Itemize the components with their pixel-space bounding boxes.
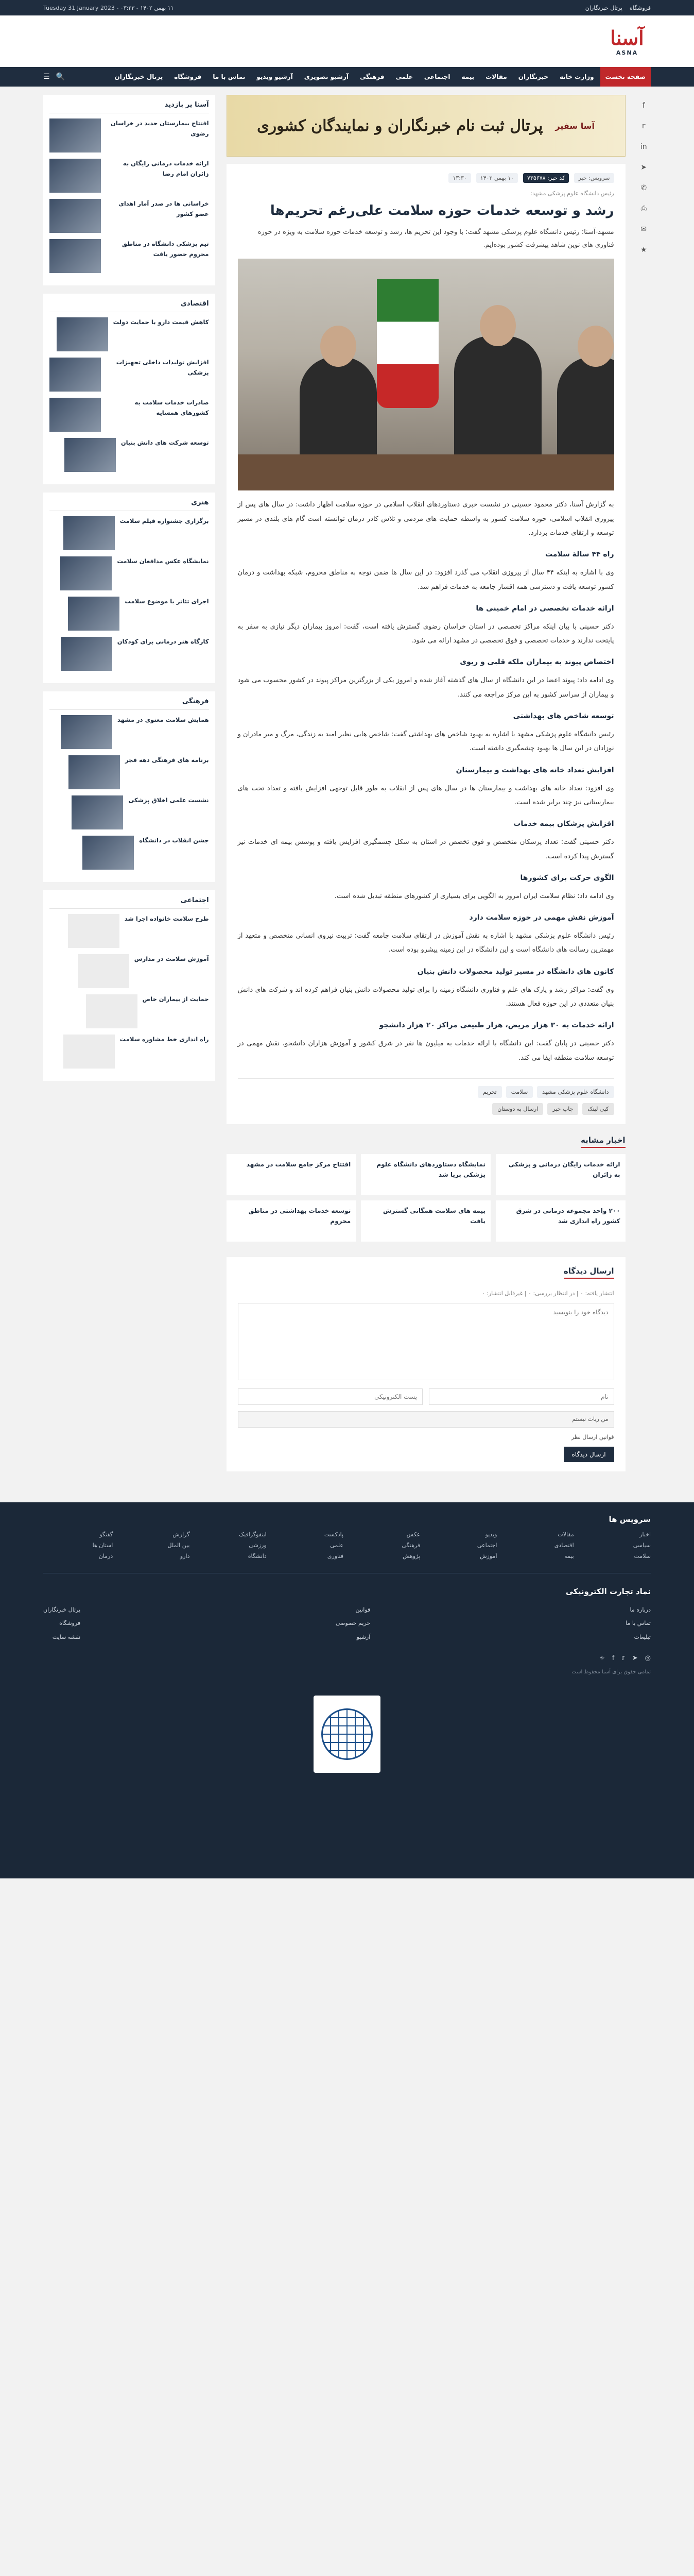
sidebar-block bbox=[43, 95, 215, 285]
section-heading: آموزش نقش مهمی در حوزه سلامت دارد bbox=[469, 913, 614, 922]
related-item[interactable]: ارائه خدمات رایگان درمانی و پزشکی به زائران bbox=[496, 1154, 626, 1195]
sidebar-news-title: طرح سلامت خانواده اجرا شد bbox=[124, 915, 209, 922]
sidebar-news-item[interactable] bbox=[49, 317, 209, 351]
site-header bbox=[0, 15, 694, 67]
article-meta bbox=[238, 173, 614, 183]
footer-service-link[interactable]: اقتصادی bbox=[554, 1541, 574, 1549]
desk bbox=[238, 454, 614, 490]
comment-form bbox=[227, 1257, 626, 1471]
section-heading: ارائه خدمات به ۳۰ هزار مریض، هزار طبیعی مراکز ۲۰ هزار دانشجو bbox=[379, 1021, 614, 1030]
section-heading: توسعه شاخص های بهداشتی bbox=[513, 712, 614, 721]
sidebar-news-item[interactable] bbox=[49, 994, 209, 1028]
article-action-button[interactable]: چاپ خبر bbox=[547, 1103, 578, 1115]
print-icon[interactable]: ⎙ bbox=[640, 205, 647, 213]
sidebar-news-title: تیم پزشکی دانشگاه در مناطق محروم حضور یافت bbox=[122, 240, 209, 258]
sidebar-news-item[interactable] bbox=[49, 239, 209, 273]
menu-icon[interactable]: ☰ bbox=[43, 73, 50, 81]
facebook-footer-icon[interactable]: f bbox=[612, 1654, 615, 1663]
article-title: رشد و توسعه خدمات حوزه سلامت علی‌رغم تحریم‌ها bbox=[270, 203, 614, 218]
sidebar-news-item[interactable] bbox=[49, 1035, 209, 1069]
facebook-icon[interactable]: f bbox=[642, 101, 645, 110]
sidebar-news-item[interactable] bbox=[49, 358, 209, 392]
section-paragraph: وی با اشاره به اینکه ۴۴ سال از پیروزی انقلاب می گذرد افزود: در این سال ها ضمن توجه به مناطق محروم، شبکه بهداشت و درمان کشور توسعه یافت و دسترسی همه اقشار جامعه به خدمات فراهم شد. bbox=[237, 569, 614, 591]
nav-tools bbox=[43, 73, 65, 81]
nav-item[interactable]: آرشیو تصویری bbox=[304, 73, 349, 80]
nav-list bbox=[109, 67, 651, 87]
sidebar-news-item[interactable] bbox=[49, 159, 209, 193]
sidebar-news-item[interactable] bbox=[49, 398, 209, 432]
person-right-head bbox=[578, 326, 614, 367]
related-grid bbox=[227, 1154, 626, 1242]
article-surtitle: رئیس دانشگاه علوم پزشکی مشهد: bbox=[530, 190, 614, 197]
footer-columns bbox=[43, 1603, 651, 1644]
sidebar-news-thumb bbox=[68, 755, 120, 789]
logo-latin: ASNA bbox=[616, 49, 638, 56]
footer-social bbox=[43, 1654, 651, 1662]
article-action-button[interactable]: ارسال به دوستان bbox=[492, 1103, 543, 1115]
article-body bbox=[238, 498, 614, 1065]
person-left-head bbox=[320, 326, 356, 367]
sidebar-news-item[interactable] bbox=[49, 556, 209, 590]
sidebar-news-thumb bbox=[49, 118, 101, 152]
telegram-footer-icon[interactable]: ➤ bbox=[632, 1654, 638, 1663]
sidebar-news-item[interactable] bbox=[49, 516, 209, 550]
sidebar-news-title: حمایت از بیماران خاص bbox=[142, 995, 209, 1003]
related-item[interactable]: نمایشگاه دستاوردهای دانشگاه علوم پزشکی برپا شد bbox=[361, 1154, 491, 1195]
footer-link[interactable]: آرشیو bbox=[356, 1633, 371, 1640]
instagram-icon[interactable]: ◎ bbox=[645, 1654, 651, 1663]
nav-item[interactable]: فرهنگی bbox=[359, 73, 385, 80]
nav-item[interactable]: تماس با ما bbox=[213, 73, 246, 80]
sidebar-news-thumb bbox=[61, 715, 112, 749]
top-link[interactable]: فروشگاه bbox=[629, 4, 651, 11]
sidebar-block bbox=[43, 493, 215, 683]
submit-comment-button[interactable]: ارسال دیدگاه bbox=[564, 1447, 614, 1462]
sidebar-block-title: اقتصادی bbox=[49, 300, 209, 312]
footer-services-title: سرویس ها bbox=[609, 1514, 651, 1524]
section-paragraph: دکتر حسینی با بیان اینکه مراکز تخصصی در استان خراسان رضوی گسترش یافته است، گفت: امروز بیماران دیگر نیازی به سفر به پایتخت ندارند و خدمات تخصصی و فوق تخصصی در مشهد ارائه می شود. bbox=[237, 622, 614, 645]
captcha-label: من ربات نیستم bbox=[572, 1416, 609, 1423]
nav-item[interactable]: اجتماعی bbox=[424, 73, 450, 80]
sidebar-block-title: آسنا پر بازدید bbox=[49, 101, 209, 113]
article-photo bbox=[238, 259, 614, 490]
footer-service-link[interactable]: بین الملل bbox=[167, 1541, 190, 1549]
article bbox=[227, 164, 626, 1124]
tags-row bbox=[238, 1078, 614, 1098]
twitter-icon[interactable]: 𝕣 bbox=[641, 122, 646, 130]
rss-icon[interactable]: ∻ bbox=[599, 1654, 605, 1663]
nav-item[interactable]: پرتال خبرنگاران bbox=[114, 73, 163, 80]
sidebar-news-item[interactable] bbox=[49, 637, 209, 671]
sidebar-block-title: اجتماعی bbox=[49, 896, 209, 909]
sidebar-news-item[interactable] bbox=[49, 914, 209, 948]
sidebar-news-item[interactable] bbox=[49, 118, 209, 152]
related-item[interactable]: بیمه های سلامت همگانی گسترش یافت bbox=[361, 1200, 491, 1242]
email-input[interactable] bbox=[238, 1388, 423, 1405]
footer-service-link[interactable]: علمی bbox=[330, 1541, 343, 1549]
article-actions bbox=[238, 1103, 614, 1115]
related-item[interactable]: افتتاح مرکز جامع سلامت در مشهد bbox=[227, 1154, 356, 1195]
share-bar bbox=[637, 95, 651, 1471]
nav-item[interactable]: آرشیو ویدیو bbox=[256, 73, 293, 80]
news-id: کد خبر: ۷۳۵۶۷۸ bbox=[523, 173, 569, 183]
section-heading: راه ۴۴ سالهٔ سلامت bbox=[545, 550, 614, 559]
sidebar-news-title: نمایشگاه عکس مدافعان سلامت bbox=[117, 557, 209, 565]
top-date: ۱۱ بهمن ۱۴۰۲ - ۰۳:۲۳ - Tuesday 31 January 2023 bbox=[43, 4, 174, 11]
sidebar-news-title: همایش سلامت معنوی در مشهد bbox=[117, 716, 209, 723]
nav-item[interactable]: علمی bbox=[395, 73, 413, 80]
footer-service-link[interactable]: درمان bbox=[98, 1552, 113, 1560]
footer-column bbox=[43, 1603, 80, 1644]
footer-service-link[interactable]: دارو bbox=[180, 1552, 190, 1560]
related-news bbox=[227, 1136, 626, 1242]
banner-sub: آسا سفیر bbox=[555, 121, 595, 131]
top-links bbox=[585, 5, 651, 11]
section-paragraph: وی گفت: مراکز رشد و پارک های علم و فناوری دانشگاه زمینه را برای تولید محصولات دانش بنیان فراهم کرده اند و شرکت های دانش بنیان متعددی در این حوزه فعال هستند. bbox=[237, 986, 614, 1008]
footer-service-link[interactable]: ورزشی bbox=[249, 1541, 267, 1549]
sidebar-news-item[interactable] bbox=[49, 954, 209, 988]
sidebar-news-title: افتتاح بیمارستان جدید در خراسان رضوی bbox=[111, 120, 209, 137]
sidebar-news-thumb bbox=[68, 597, 119, 631]
sidebar-news-title: اجرای تئاتر با موضوع سلامت bbox=[125, 598, 209, 605]
sidebar-news-thumb bbox=[49, 358, 101, 392]
sidebar-news-thumb bbox=[49, 239, 101, 273]
footer-service-link[interactable]: آموزش bbox=[480, 1552, 497, 1560]
sidebar-news-thumb bbox=[63, 516, 115, 550]
sidebar-news-title: افزایش تولیدات داخلی تجهیزات پزشکی bbox=[116, 359, 209, 376]
article-action-button[interactable]: کپی لینک bbox=[582, 1103, 614, 1115]
main-nav bbox=[0, 67, 694, 87]
person-center-head bbox=[480, 305, 516, 346]
captcha-box[interactable] bbox=[238, 1411, 614, 1428]
sidebar-news-title: راه اندازی خط مشاوره سلامت bbox=[119, 1036, 209, 1043]
nav-item[interactable]: بیمه bbox=[461, 73, 475, 80]
sidebar-block-title: فرهنگی bbox=[49, 698, 209, 710]
sidebar-news-title: نشست علمی اخلاق پزشکی bbox=[128, 796, 209, 804]
sidebar-news-thumb bbox=[60, 556, 112, 590]
rules-link[interactable]: قوانین ارسال نظر bbox=[571, 1433, 614, 1440]
tag-chip[interactable]: دانشگاه علوم پزشکی مشهد bbox=[537, 1086, 614, 1098]
section-heading: اختصاص پیوند به بیماران ملکه قلبی و ریوی bbox=[460, 658, 614, 667]
nav-item[interactable]: وزارت خانه bbox=[560, 73, 594, 80]
linkedin-icon[interactable]: in bbox=[640, 143, 647, 151]
logo-mark: آسنا bbox=[610, 26, 644, 49]
sidebar-news-title: برگزاری جشنواره فیلم سلامت bbox=[119, 517, 209, 524]
footer-link[interactable]: فروشگاه bbox=[59, 1620, 81, 1627]
comment-textarea[interactable] bbox=[238, 1303, 614, 1380]
footer-link[interactable]: نقشه سایت bbox=[52, 1633, 81, 1640]
sidebar-block bbox=[43, 890, 215, 1081]
footer-link[interactable]: قوانین bbox=[355, 1606, 371, 1613]
service-label: سرویس: خبر bbox=[574, 173, 614, 183]
sidebar-news-item[interactable] bbox=[49, 836, 209, 870]
section-paragraph: وی افزود: تعداد خانه های بهداشت و بیمارستان ها در سال های پس از انقلاب به طور قابل توجهی افزایش یافته و تعداد تخت های بیمارستانی نیز چند برابر شده است. bbox=[237, 784, 614, 806]
whatsapp-icon[interactable]: ✆ bbox=[640, 184, 647, 192]
twitter-footer-icon[interactable]: 𝕣 bbox=[621, 1654, 625, 1663]
sidebar-news-title: توسعه شرکت های دانش بنیان bbox=[120, 439, 209, 446]
footer-service-link[interactable]: گزارش bbox=[172, 1531, 190, 1538]
sidebar-news-thumb bbox=[49, 199, 101, 233]
footer-contact-title: نماد تجارت الکترونیکی bbox=[565, 1586, 651, 1596]
related-item[interactable]: ۲۰۰ واحد مجموعه درمانی در شرق کشور راه اندازی شد bbox=[496, 1200, 626, 1242]
footer-service-link[interactable]: استان ها bbox=[92, 1541, 113, 1549]
site-footer bbox=[0, 1502, 694, 1878]
section-heading: افزایش تعداد خانه های بهداشت و بیمارستان bbox=[456, 766, 614, 774]
footer-service-link[interactable]: سیاسی bbox=[633, 1541, 651, 1549]
footer-service-link[interactable]: اجتماعی bbox=[477, 1541, 497, 1549]
sidebar-news-thumb bbox=[86, 994, 137, 1028]
section-paragraph: وی ادامه داد: پیوند اعضا در این دانشگاه از سال های گذشته آغاز شده و امروز یکی از بزرگترین مراکز پیوند در کشور محسوب می شود و بیماران از سراسر کشور به این مرکز مراجعه می کنند. bbox=[237, 676, 614, 699]
section-heading: ارائه خدمات تخصصی در امام خمینی ها bbox=[476, 604, 614, 613]
footer-service-link[interactable]: گفتگو bbox=[99, 1531, 113, 1538]
article-time: ۱۳:۳۰ bbox=[448, 173, 471, 183]
tag-chip[interactable]: تحریم bbox=[478, 1086, 502, 1098]
sidebar-news-item[interactable] bbox=[49, 755, 209, 789]
sidebar-news-item[interactable] bbox=[49, 715, 209, 749]
sidebar-news-item[interactable] bbox=[49, 438, 209, 472]
section-paragraph: وی ادامه داد: نظام سلامت ایران امروز به الگویی برای بسیاری از کشورهای منطقه تبدیل شده است. bbox=[334, 892, 614, 900]
section-heading: کانون های دانشگاه در مسیر تولید محصولات دانش بنیان bbox=[417, 967, 614, 976]
sidebar-news-thumb bbox=[68, 914, 119, 948]
footer-services bbox=[43, 1531, 651, 1560]
footer-link[interactable]: درباره ما bbox=[630, 1606, 651, 1613]
comments-hint: انتشار یافته: ۰ | در انتظار بررسی: ۰ | غیرقابل انتشار: ۰ bbox=[481, 1290, 614, 1297]
section-paragraph: دکتر حسینی گفت: تعداد پزشکان متخصص و فوق تخصص در استان به شکل چشمگیری افزایش یافته و پوشش بیمه ای خدمات نیز گسترش پیدا کرده است. bbox=[237, 838, 614, 860]
section-heading: افزایش پزشکان بیمه خدمات bbox=[513, 820, 614, 828]
sidebar-news-thumb bbox=[57, 317, 108, 351]
sidebar-news-thumb bbox=[78, 954, 129, 988]
comments-title: ارسال دیدگاه bbox=[564, 1266, 614, 1279]
top-link[interactable]: پرتال خبرنگاران bbox=[585, 4, 622, 11]
banner-title: پرتال ثبت نام خبرنگاران و نمایندگان کشوری bbox=[257, 116, 543, 135]
nav-item[interactable]: فروشگاه bbox=[174, 73, 202, 80]
footer-service-link[interactable]: مقالات bbox=[558, 1531, 574, 1538]
site-logo[interactable] bbox=[603, 23, 651, 60]
top-bar bbox=[0, 0, 694, 15]
sidebar bbox=[43, 95, 215, 1471]
related-title: اخبار مشابه bbox=[581, 1136, 625, 1148]
footer-link[interactable]: تماس با ما bbox=[626, 1620, 651, 1627]
email-icon[interactable]: ✉ bbox=[640, 225, 647, 233]
section-paragraph: دکتر حسینی در پایان گفت: این دانشگاه با ارائه خدمات به میلیون ها نفر در شرق کشور و آموزش هزاران دانشجو، نقش مهمی در توسعه سلامت منطقه ایفا می کند. bbox=[237, 1040, 614, 1062]
footer-link[interactable]: حریم خصوصی bbox=[336, 1620, 371, 1627]
enamad-seal[interactable] bbox=[314, 1696, 380, 1773]
search-icon[interactable]: 🔍 bbox=[56, 73, 65, 81]
related-item[interactable]: توسعه خدمات بهداشتی در مناطق محروم bbox=[227, 1200, 356, 1242]
footer-column bbox=[626, 1603, 651, 1644]
sidebar-news-title: خراسانی ها در صدر آمار اهدای عضو کشور bbox=[118, 200, 209, 217]
sidebar-news-title: کارگاه هنر درمانی برای کودکان bbox=[117, 638, 209, 645]
telegram-icon[interactable]: ➤ bbox=[640, 163, 647, 172]
footer-service-link[interactable]: پادکست bbox=[324, 1531, 343, 1538]
sidebar-news-thumb bbox=[49, 159, 101, 193]
sidebar-news-title: ارائه خدمات درمانی رایگان به زائران امام رضا bbox=[123, 160, 209, 177]
footer-service-link[interactable]: فناوری bbox=[327, 1552, 343, 1560]
article-lead: مشهد-آسنا: رئیس دانشگاه علوم پزشکی مشهد گفت: با وجود این تحریم ها، رشد و توسعه خدمات حوزه سلامت به ویژه در حوزه فناوری های نوین شاهد پیشرفت کشور بوده‌ایم. bbox=[257, 228, 614, 249]
footer-service-link[interactable]: دانشگاه bbox=[248, 1552, 267, 1560]
sidebar-news-thumb bbox=[61, 637, 112, 671]
sidebar-news-item[interactable] bbox=[49, 795, 209, 829]
footer-column bbox=[336, 1603, 370, 1644]
sidebar-news-thumb bbox=[63, 1035, 115, 1069]
sidebar-block-title: هنری bbox=[49, 499, 209, 511]
footer-link[interactable]: پرتال خبرنگاران bbox=[43, 1606, 81, 1613]
sidebar-news-title: جشن انقلاب در دانشگاه bbox=[139, 837, 209, 844]
main-column bbox=[227, 95, 626, 1471]
sidebar-news-item[interactable] bbox=[49, 199, 209, 233]
section-heading: الگوی حرکت برای کشورها bbox=[520, 873, 614, 882]
footer-service-link[interactable]: سلامت bbox=[634, 1552, 651, 1560]
sidebar-news-item[interactable] bbox=[49, 597, 209, 631]
name-input[interactable] bbox=[429, 1388, 614, 1405]
sidebar-news-thumb bbox=[64, 438, 116, 472]
article-date: ۱۰ بهمن ۱۴۰۲ bbox=[476, 173, 518, 183]
iran-flag bbox=[377, 279, 439, 408]
footer-service-link[interactable]: اخبار bbox=[639, 1531, 651, 1538]
footer-service-link[interactable]: پژوهش bbox=[402, 1552, 421, 1560]
nav-item[interactable]: صفحه نخست bbox=[600, 67, 651, 87]
sidebar-news-thumb bbox=[72, 795, 123, 829]
footer-service-link[interactable]: اینفوگرافیک bbox=[239, 1531, 267, 1538]
section-paragraph: رئیس دانشگاه علوم پزشکی مشهد با اشاره به نقش آموزش در ارتقای سلامت جامعه گفت: تربیت نیروی انسانی متخصص و متعهد از مهمترین رسالت های دانشگاه است و این دانشگاه در این زمینه پیشرو بوده است. bbox=[237, 932, 614, 954]
sidebar-news-title: برنامه های فرهنگی دهه فجر bbox=[125, 756, 209, 764]
footer-link[interactable]: تبلیغات bbox=[634, 1633, 651, 1640]
sidebar-news-title: کاهش قیمت دارو با حمایت دولت bbox=[113, 318, 209, 326]
sidebar-news-title: صادرات خدمات سلامت به کشورهای همسایه bbox=[134, 399, 209, 416]
section-paragraph: به گزارش آسنا، دکتر محمود حسینی در نشست خبری دستاوردهای انقلاب اسلامی در حوزه سلامت اظهار داشت: در سال های پس از پیروزی انقلاب اسلامی، حوزه سلامت کشور به واسطه حمایت های مردمی و تلاش کادر درمان توانسته است گام های بلندی در مسیر توسعه و ارتقای خدمات بردارد. bbox=[237, 501, 614, 537]
nav-item[interactable]: خبرنگاران bbox=[518, 73, 549, 80]
tag-chip[interactable]: سلامت bbox=[506, 1086, 533, 1098]
section-paragraph: رئیس دانشگاه علوم پزشکی مشهد با اشاره به بهبود شاخص های بهداشتی گفت: شاخص هایی نظیر امید به زندگی، مرگ و میر مادران و نوزادان در این سال ها بهبود چشمگیری داشته است. bbox=[237, 731, 614, 753]
sidebar-block bbox=[43, 294, 215, 484]
sidebar-news-thumb bbox=[49, 398, 101, 432]
copyright: تمامی حقوق برای آسنا محفوظ است bbox=[571, 1669, 651, 1675]
sidebar-news-thumb bbox=[82, 836, 134, 870]
footer-service-link[interactable]: عکس bbox=[406, 1531, 421, 1538]
footer-service-link[interactable]: ویدیو bbox=[485, 1531, 497, 1538]
footer-service-link[interactable]: بیمه bbox=[564, 1552, 574, 1560]
sidebar-news-title: آموزش سلامت در مدارس bbox=[134, 955, 209, 962]
sidebar-block bbox=[43, 691, 215, 882]
globe-icon bbox=[321, 1708, 373, 1760]
nav-item[interactable]: مقالات bbox=[485, 73, 507, 80]
bookmark-icon[interactable]: ★ bbox=[640, 246, 647, 254]
portal-banner[interactable] bbox=[227, 95, 626, 157]
footer-service-link[interactable]: فرهنگی bbox=[402, 1541, 421, 1549]
